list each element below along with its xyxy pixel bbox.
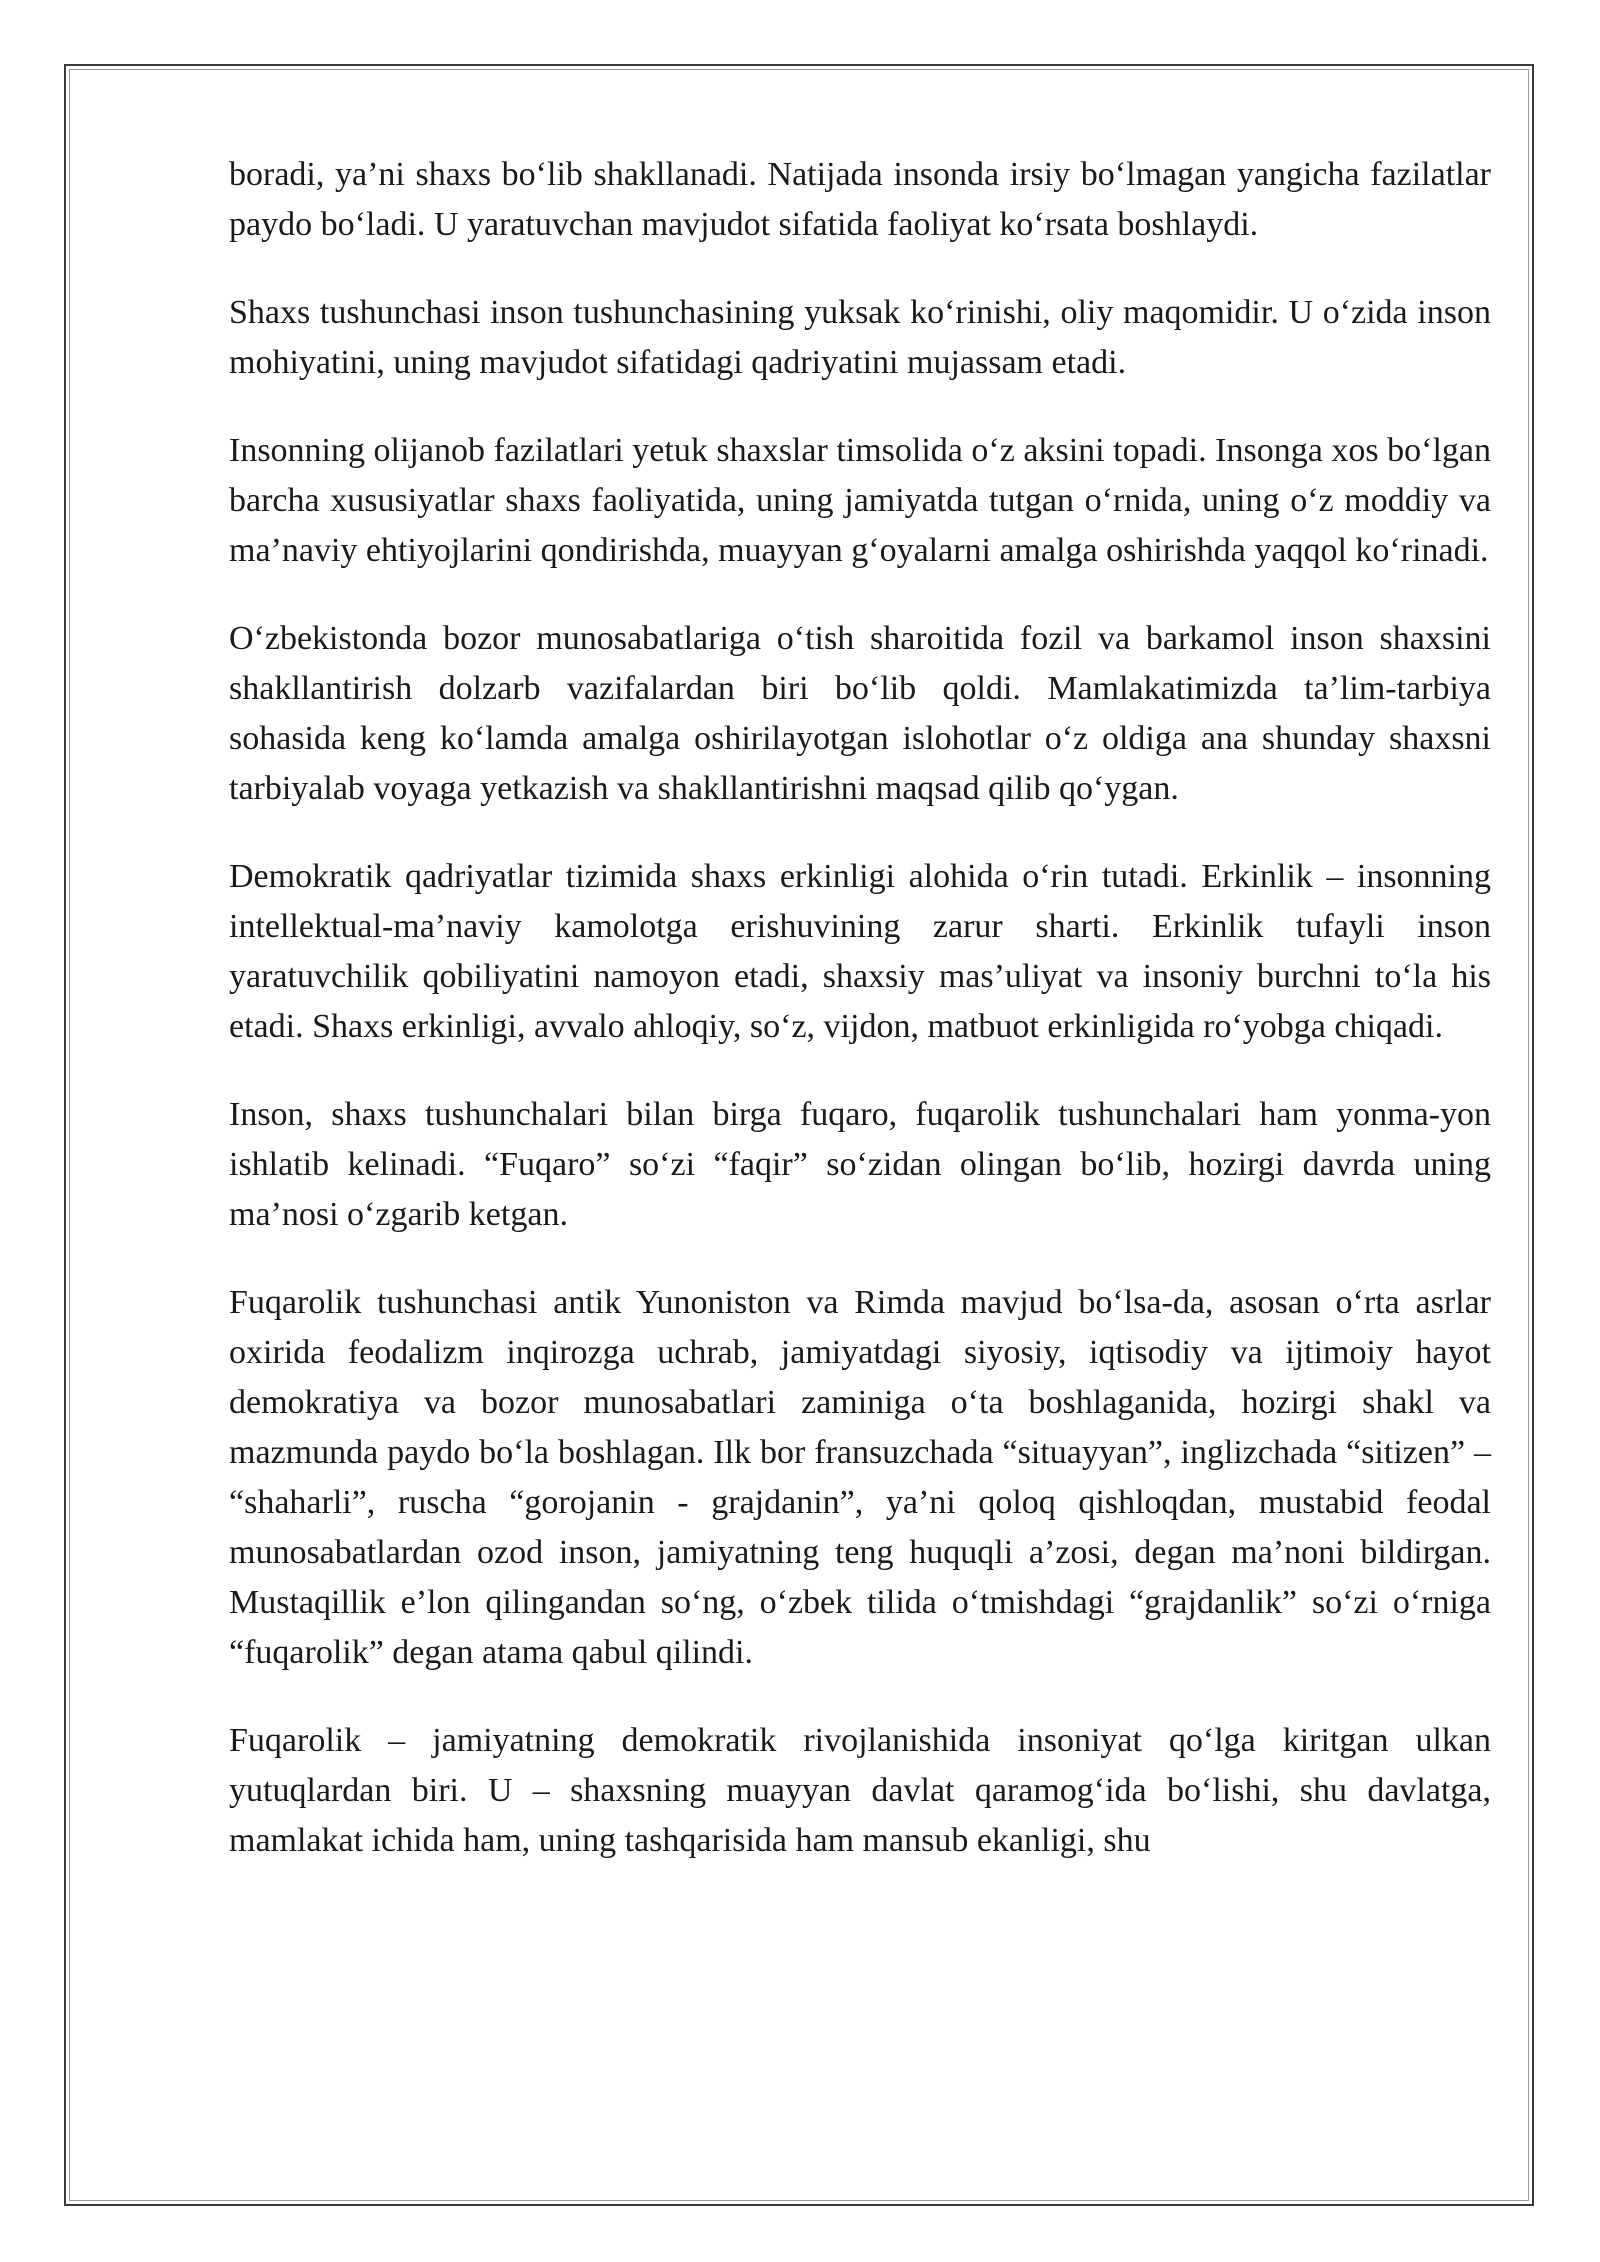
paragraph-3: Insonning olijanob fazilatlari yetuk shaxslar timsolida o‘z aksini topadi. Insonga xos bo‘lgan barcha xususiyatlar shaxs faoliyatida, uning jamiyatda tutgan o‘rnida, uning o‘z moddiy va ma’naviy ehtiyojlarini qondirishda, muayyan g‘oyalarni amalga oshirishda yaqqol ko‘rinadi. — [229, 432, 1491, 569]
document-body — [229, 150, 1491, 1904]
paragraph-6: Inson, shaxs tushunchalari bilan birga fuqaro, fuqarolik tushunchalari ham yonma-yon ishlatib kelinadi. “Fuqaro” so‘zi “faqir” so‘zidan olingan bo‘lib, hozirgi davrda uning ma’nosi o‘zgarib ketgan. — [229, 1096, 1491, 1233]
paragraph-2: Shaxs tushunchasi inson tushunchasining yuksak ko‘rinishi, oliy maqomidir. U o‘zida inson mohiyatini, uning mavjudot sifatidagi qadriyatini mujassam etadi. — [229, 294, 1491, 381]
paragraph-5: Demokratik qadriyatlar tizimida shaxs erkinligi alohida o‘rin tutadi. Erkinlik – insonning intellektual-ma’naviy kamolotga erishuvining zarur sharti. Erkinlik tufayli inson yaratuvchilik qobiliyatini namoyon etadi, shaxsiy mas’uliyat va insoniy burchni to‘la his etadi. Shaxs erkinligi, avvalo ahloqiy, so‘z, vijdon, matbuot erkinligida ro‘yobga chiqadi. — [229, 858, 1491, 1045]
paragraph-7: Fuqarolik tushunchasi antik Yunoniston va Rimda mavjud bo‘lsa-da, asosan o‘rta asrlar oxirida feodalizm inqirozga uchrab, jamiyatdagi siyosiy, iqtisodiy va ijtimoiy hayot demokratiya va bozor munosabatlari zaminiga o‘ta boshlaganida, hozirgi shakl va mazmunda paydo bo‘la boshlagan. Ilk bor fransuzchada “situayyan”, inglizchada “sitizen” – “shaharli”, ruscha “gorojanin - grajdanin”, ya’ni qoloq qishloqdan, mustabid feodal munosabatlardan ozod inson, jamiyatning teng huquqli a’zosi, degan ma’noni bildirgan. Mustaqillik e’lon qilingandan so‘ng, o‘zbek tilida o‘tmishdagi “grajdanlik” so‘zi o‘rniga “fuqarolik” degan atama qabul qilindi. — [229, 1284, 1491, 1671]
paragraph-4: O‘zbekistonda bozor munosabatlariga o‘tish sharoitida fozil va barkamol inson shaxsini shakllantirish dolzarb vazifalardan biri bo‘lib qoldi. Mamlakatimizda ta’lim-tarbiya sohasida keng ko‘lamda amalga oshirilayotgan islohotlar o‘z oldiga ana shunday shaxsni tarbiyalab voyaga yetkazish va shakllantirishni maqsad qilib qo‘ygan. — [229, 620, 1491, 807]
paragraph-8: Fuqarolik – jamiyatning demokratik rivojlanishida insoniyat qo‘lga kiritgan ulkan yutuqlardan biri. U – shaxsning muayyan davlat qaramog‘ida bo‘lishi, shu davlatga, mamlakat ichida ham, uning tashqarisida ham mansub ekanligi, shu — [229, 1722, 1491, 1859]
paragraph-1: boradi, ya’ni shaxs bo‘lib shakllanadi. Natijada insonda irsiy bo‘lmagan yangicha fazilatlar paydo bo‘ladi. U yaratuvchan mavjudot sifatida faoliyat ko‘rsata boshlaydi. — [229, 156, 1491, 243]
